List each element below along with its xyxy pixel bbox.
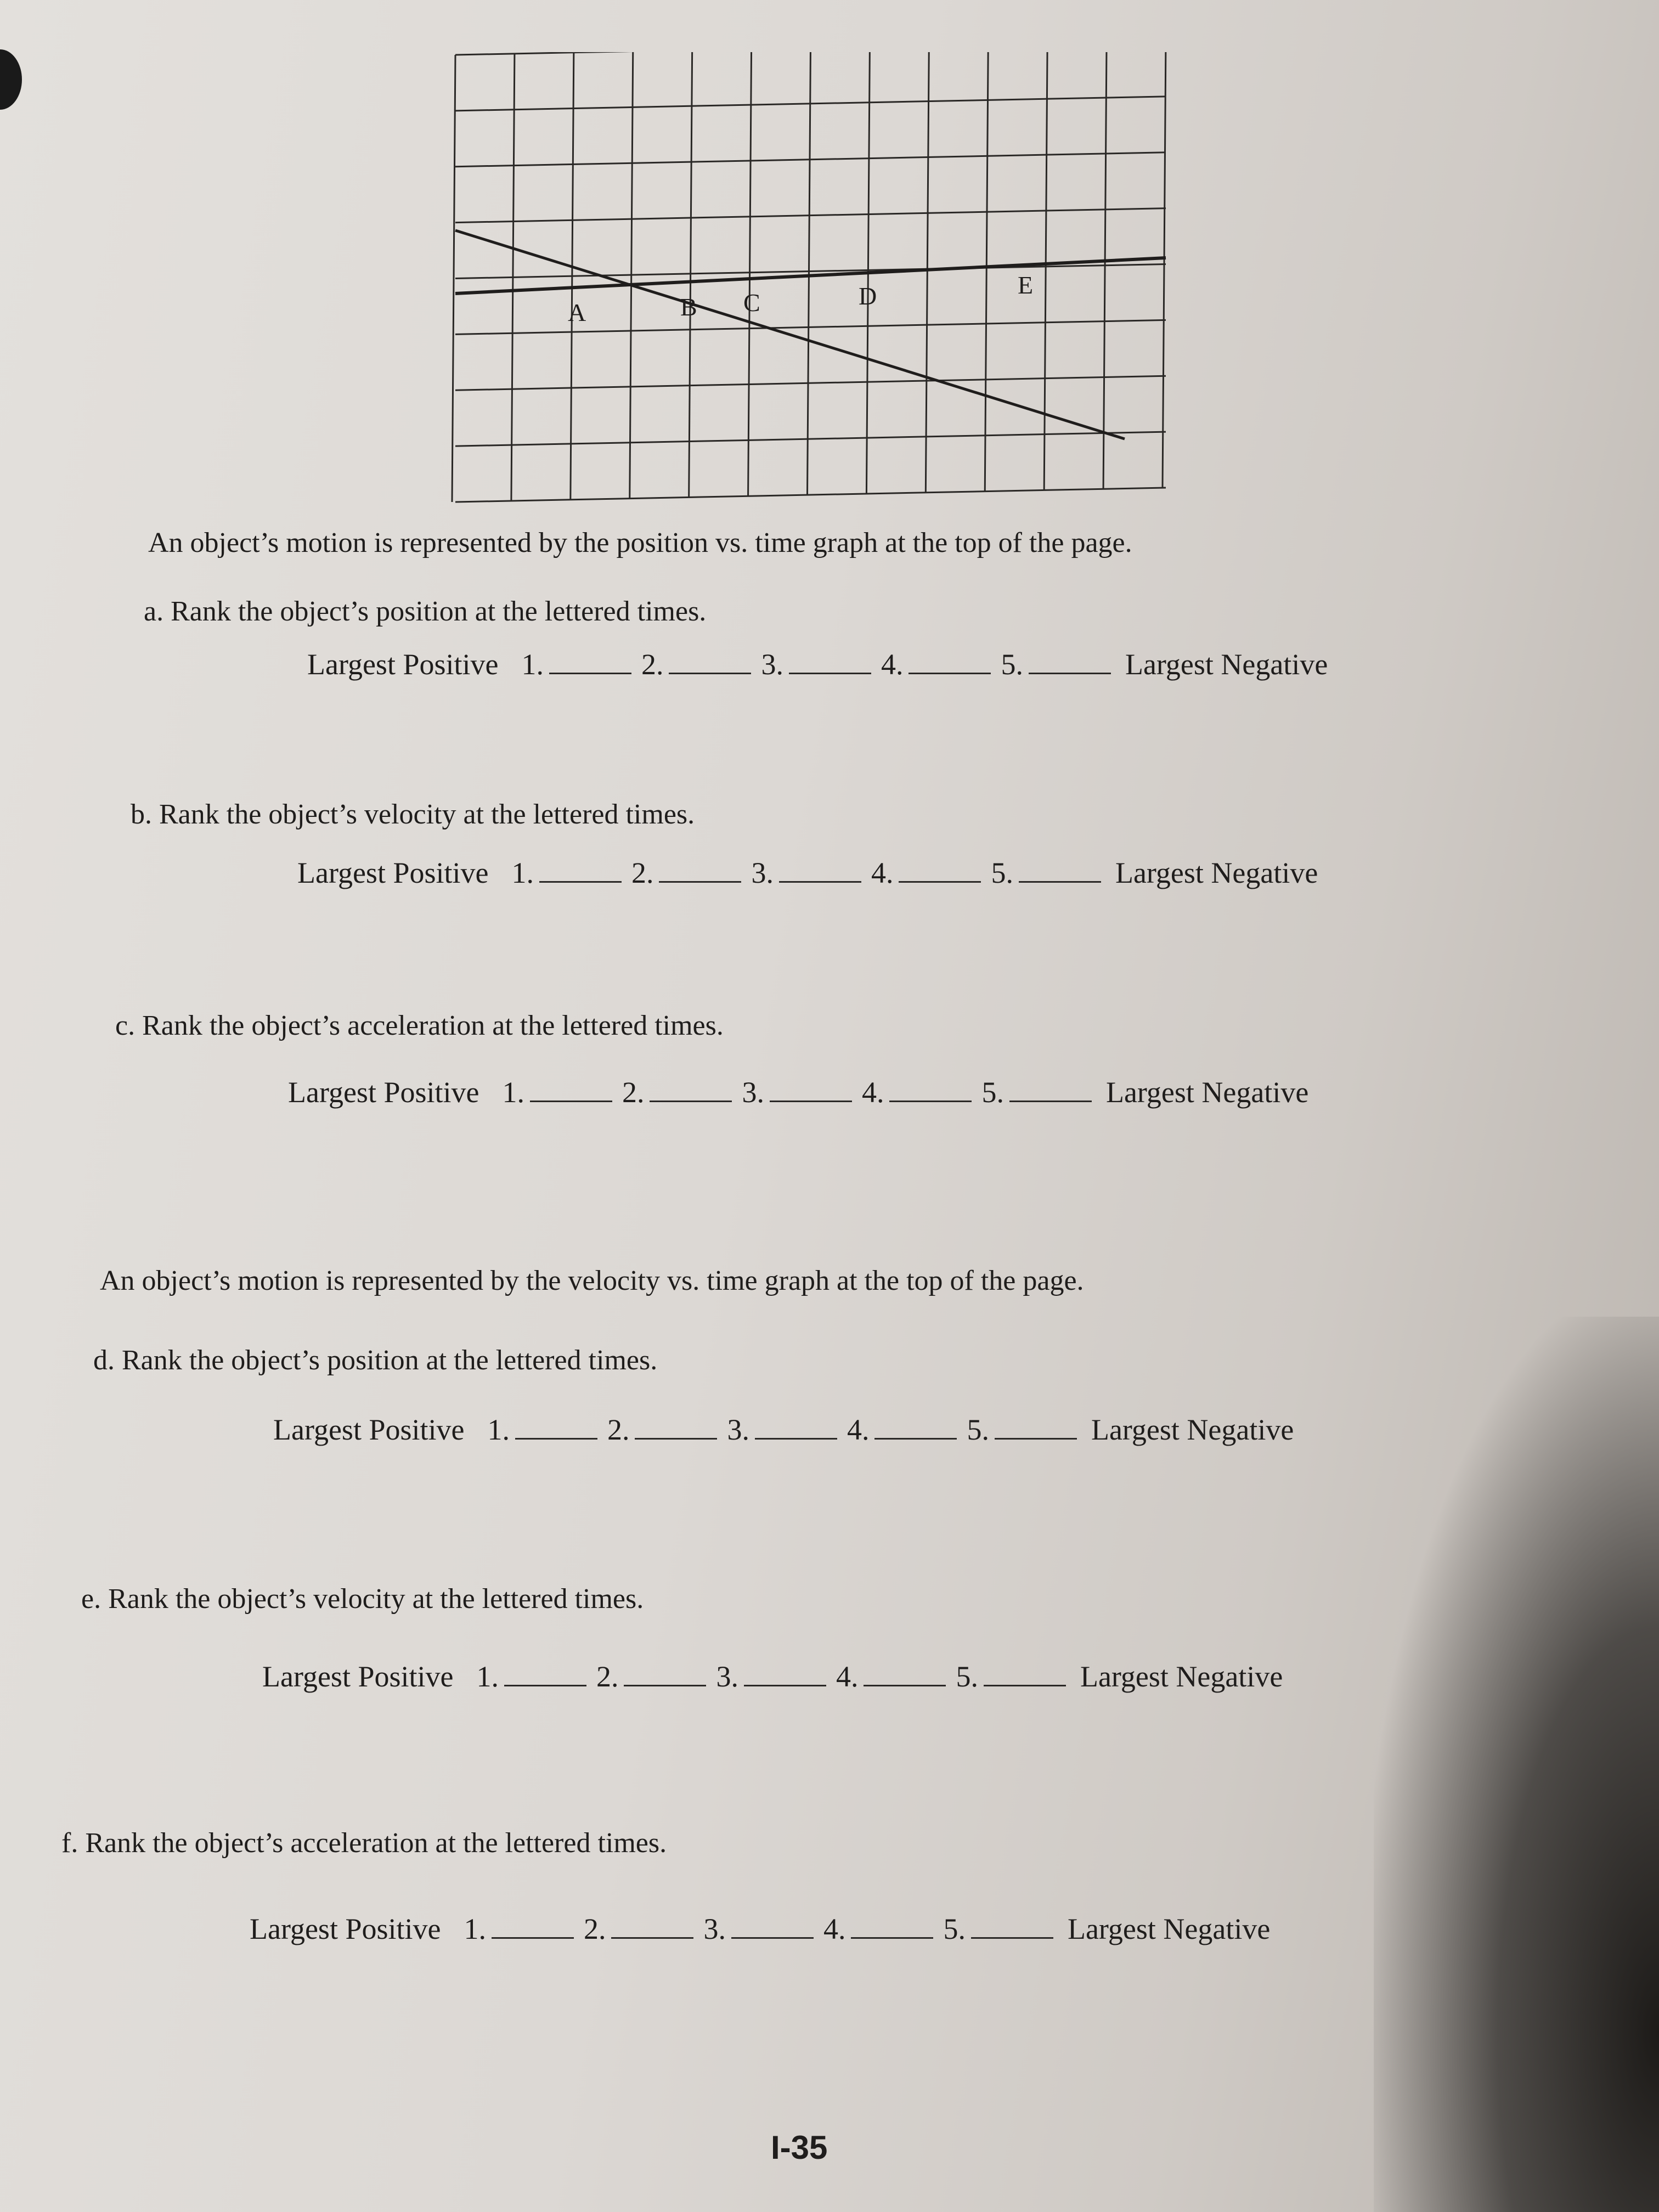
rank-blank-2[interactable] (635, 1434, 717, 1440)
ranking-row-d (273, 1413, 1294, 1447)
rank-number: 4. (836, 1660, 859, 1693)
point-label-b: B (680, 293, 697, 321)
point-label-c: C (743, 289, 760, 317)
question-b: b. Rank the object’s velocity at the lettered times. (131, 799, 695, 830)
rank-number: 3. (761, 648, 783, 681)
rank-number: 5. (1001, 648, 1023, 681)
rank-number: 3. (703, 1912, 726, 1945)
rank-number: 2. (631, 856, 654, 889)
rank-blank-1[interactable] (539, 877, 622, 883)
rank-blank-5[interactable] (995, 1434, 1077, 1440)
grid-horizontal-line (455, 320, 1166, 334)
largest-negative-label: Largest Negative (1115, 856, 1318, 889)
rank-number: 2. (622, 1076, 645, 1109)
rank-number: 1. (502, 1076, 524, 1109)
section1-intro: An object’s motion is represented by the position vs. time graph at the top of the page. (148, 527, 1132, 558)
rank-blank-5[interactable] (1019, 877, 1101, 883)
rank-number: 4. (823, 1912, 846, 1945)
rank-number: 4. (847, 1413, 870, 1446)
rank-blank-2[interactable] (611, 1933, 693, 1939)
question-c: c. Rank the object’s acceleration at the lettered times. (115, 1010, 724, 1041)
rank-number: 5. (943, 1912, 966, 1945)
rank-number: 2. (596, 1660, 619, 1693)
ranking-row-f (250, 1912, 1270, 1946)
rank-blank-5[interactable] (971, 1933, 1053, 1939)
grid-horizontal-line (455, 376, 1166, 390)
punch-hole-shadow (0, 49, 22, 110)
ranking-row-b (297, 856, 1318, 890)
grid-vertical-line (1044, 52, 1047, 490)
rank-number: 2. (583, 1912, 606, 1945)
ranking-row-c (288, 1075, 1308, 1109)
grid-vertical-line (1163, 52, 1166, 488)
point-label-e: E (1018, 271, 1034, 299)
rank-number: 3. (716, 1660, 738, 1693)
rank-blank-1[interactable] (549, 668, 631, 674)
rank-blank-2[interactable] (624, 1680, 706, 1686)
largest-positive-label: Largest Positive (307, 648, 499, 681)
rank-blank-5[interactable] (1009, 1096, 1092, 1102)
ranking-row-e (262, 1660, 1283, 1694)
grid-horizontal-line (455, 488, 1166, 502)
rank-number: 3. (742, 1076, 764, 1109)
rank-number: 2. (607, 1413, 630, 1446)
rank-number: 5. (991, 856, 1013, 889)
largest-positive-label: Largest Positive (250, 1912, 441, 1945)
rank-number: 5. (981, 1076, 1004, 1109)
question-f: f. Rank the object’s acceleration at the lettered times. (61, 1827, 667, 1859)
largest-negative-label: Largest Negative (1125, 648, 1328, 681)
rank-blank-1[interactable] (492, 1933, 574, 1939)
motion-graph (450, 52, 1174, 507)
rank-number: 5. (956, 1660, 978, 1693)
rank-blank-5[interactable] (984, 1680, 1066, 1686)
ranking-row-a (307, 647, 1328, 681)
grid-vertical-line (452, 55, 455, 502)
rank-blank-2[interactable] (659, 877, 741, 883)
grid-vertical-line (985, 52, 988, 492)
rank-number: 1. (476, 1660, 499, 1693)
rank-blank-4[interactable] (851, 1933, 933, 1939)
rank-blank-4[interactable] (874, 1434, 957, 1440)
question-a: a. Rank the object’s position at the lettered times. (144, 596, 707, 627)
largest-positive-label: Largest Positive (262, 1660, 454, 1693)
rank-number: 5. (967, 1413, 989, 1446)
rank-number: 4. (871, 856, 894, 889)
rank-blank-3[interactable] (731, 1933, 814, 1939)
rank-blank-3[interactable] (755, 1434, 837, 1440)
largest-negative-label: Largest Negative (1091, 1413, 1294, 1446)
page-number: I-35 (771, 2129, 828, 2166)
grid-vertical-line (1103, 52, 1107, 489)
rank-blank-3[interactable] (789, 668, 871, 674)
largest-negative-label: Largest Negative (1105, 1076, 1309, 1109)
grid-vertical-line (748, 52, 752, 496)
rank-number: 4. (881, 648, 904, 681)
grid-vertical-line (808, 52, 811, 495)
largest-positive-label: Largest Positive (288, 1076, 479, 1109)
rank-blank-1[interactable] (515, 1434, 597, 1440)
rank-blank-4[interactable] (889, 1096, 972, 1102)
rank-blank-4[interactable] (864, 1680, 946, 1686)
largest-negative-label: Largest Negative (1067, 1912, 1271, 1945)
rank-number: 2. (641, 648, 664, 681)
point-label-a: A (568, 298, 586, 326)
rank-blank-4[interactable] (899, 877, 981, 883)
rank-blank-1[interactable] (530, 1096, 612, 1102)
largest-positive-label: Largest Positive (297, 856, 489, 889)
hand-shadow (1374, 1317, 1659, 2212)
rank-number: 1. (511, 856, 534, 889)
rank-number: 1. (464, 1912, 486, 1945)
grid-horizontal-line (455, 208, 1166, 223)
rank-blank-2[interactable] (669, 668, 751, 674)
rank-blank-2[interactable] (650, 1096, 732, 1102)
rank-number: 1. (521, 648, 544, 681)
section2-intro: An object’s motion is represented by the velocity vs. time graph at the top of the page. (100, 1265, 1084, 1296)
rank-number: 1. (487, 1413, 510, 1446)
rank-blank-5[interactable] (1029, 668, 1111, 674)
rank-number: 3. (751, 856, 774, 889)
rank-blank-3[interactable] (779, 877, 861, 883)
graph-line (455, 230, 1125, 439)
rank-blank-3[interactable] (770, 1096, 852, 1102)
grid-vertical-line (689, 52, 692, 497)
largest-negative-label: Largest Negative (1080, 1660, 1283, 1693)
grid-horizontal-line (455, 432, 1166, 446)
grid-vertical-line (926, 52, 929, 493)
largest-positive-label: Largest Positive (273, 1413, 465, 1446)
question-e: e. Rank the object’s velocity at the lettered times. (81, 1583, 644, 1615)
rank-blank-1[interactable] (504, 1680, 586, 1686)
point-label-d: D (859, 282, 877, 310)
rank-blank-3[interactable] (744, 1680, 826, 1686)
rank-blank-4[interactable] (909, 668, 991, 674)
question-d: d. Rank the object’s position at the lettered times. (93, 1345, 658, 1376)
rank-number: 3. (727, 1413, 749, 1446)
rank-number: 4. (861, 1076, 884, 1109)
